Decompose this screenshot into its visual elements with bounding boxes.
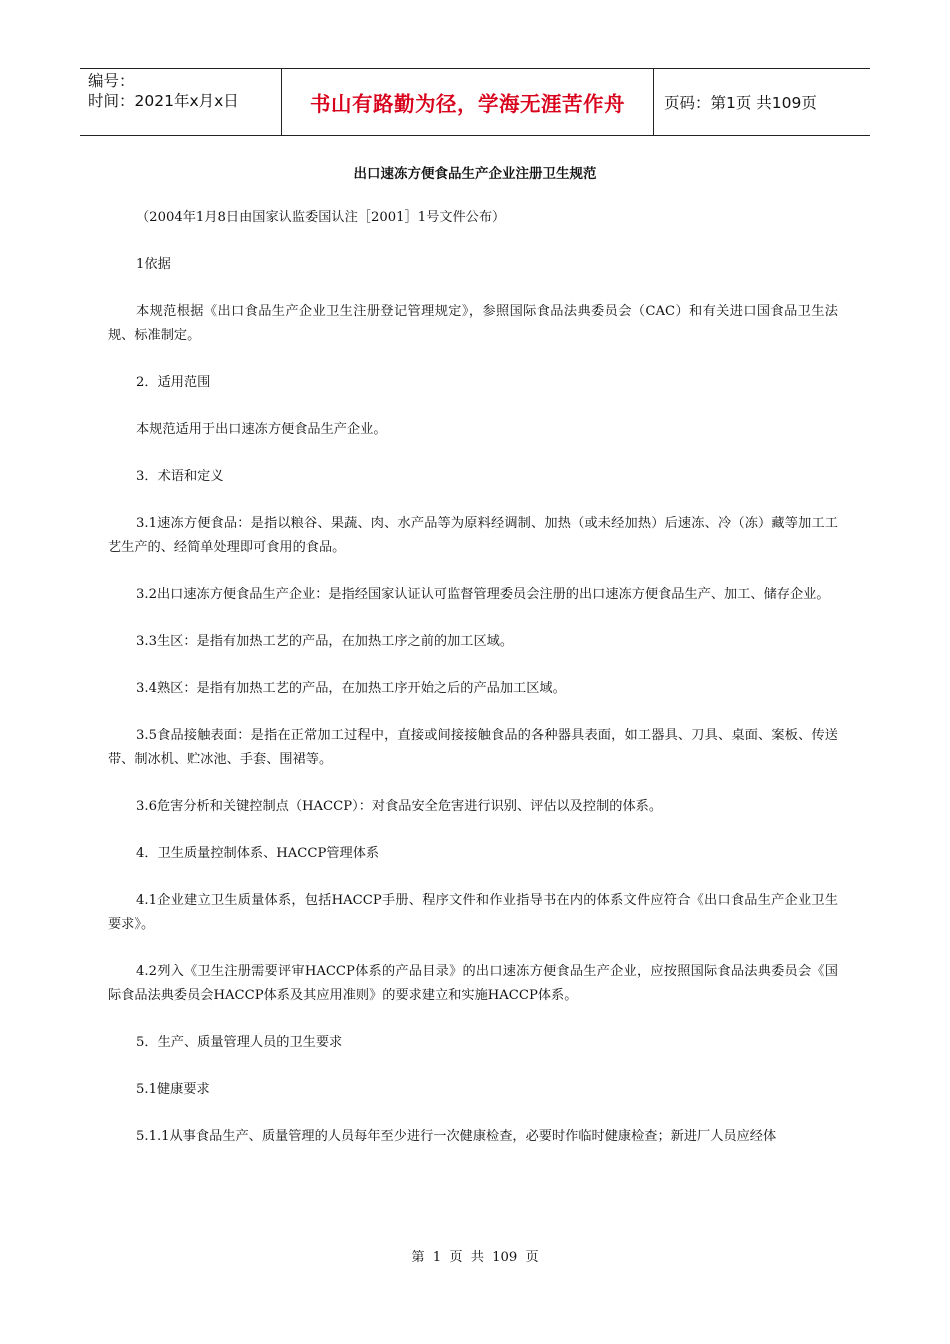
body-paragraph: 3.3生区：是指有加热工艺的产品，在加热工序之前的加工区域。	[136, 634, 514, 649]
document-title: 出口速冻方便食品生产企业注册卫生规范	[353, 166, 597, 182]
body-paragraph: 3.2出口速冻方便食品生产企业：是指经国家认证认可监督管理委员会注册的出口速冻方便食品生产、加工、储存企业。	[136, 587, 830, 602]
document-number-label: 编号：	[88, 72, 135, 90]
body-paragraph: 3.1速冻方便食品：是指以粮谷、果蔬、肉、水产品等为原料经调制、加热（或未经加热）后速冻、冷（冻）藏等加工工艺生产的、经简单处理即可食用的食品。	[108, 516, 838, 555]
header-page-info: 页码：第1页 共109页	[664, 94, 817, 112]
body-paragraph: 4.2列入《卫生注册需要评审HACCP体系的产品目录》的出口速冻方便食品生产企业，应按照国际食品法典委员会《国际食品法典委员会HACCP体系及其应用准则》的要求建立和实施HACCP体系。	[108, 964, 838, 1003]
header-motto: 书山有路勤为径，学海无涯苦作舟	[310, 92, 625, 116]
body-paragraph: 4.1企业建立卫生质量体系，包括HACCP手册、程序文件和作业指导书在内的体系文件应符合《出口食品生产企业卫生要求》。	[108, 893, 838, 932]
body-paragraph: 1依据	[136, 257, 171, 272]
body-paragraph: 本规范根据《出口食品生产企业卫生注册登记管理规定》，参照国际食品法典委员会（CAC）和有关进口国食品卫生法规、标准制定。	[108, 304, 838, 343]
body-paragraph: 4．卫生质量控制体系、HACCP管理体系	[136, 846, 380, 861]
header-page-cell	[654, 69, 870, 135]
header-meta-cell	[80, 69, 281, 135]
body-paragraph: 5.1.1从事食品生产、质量管理的人员每年至少进行一次健康检查，必要时作临时健康检查；新进厂人员应经体	[136, 1129, 777, 1144]
body-paragraph: （2004年1月8日由国家认监委国认注［2001］1号文件公布）	[136, 210, 506, 225]
body-paragraph: 5．生产、质量管理人员的卫生要求	[136, 1035, 343, 1050]
body-paragraph: 3．术语和定义	[136, 469, 224, 484]
header-motto-cell	[281, 69, 654, 135]
body-paragraph: 2．适用范围	[136, 375, 211, 390]
body-paragraph: 本规范适用于出口速冻方便食品生产企业。	[136, 422, 387, 437]
body-paragraph: 5.1健康要求	[136, 1082, 210, 1097]
page-header	[80, 68, 870, 136]
body-paragraph: 3.5食品接触表面：是指在正常加工过程中，直接或间接接触食品的各种器具表面，如工器具、刀具、桌面、案板、传送带、制冰机、贮冰池、手套、围裙等。	[108, 728, 838, 767]
body-paragraph: 3.6危害分析和关键控制点（HACCP）：对食品安全危害进行识别、评估以及控制的体系。	[136, 799, 663, 814]
document-body	[108, 206, 838, 1172]
document-time-label: 时间：2021年x月x日	[88, 92, 239, 110]
page-footer: 第 1 页 共 109 页	[411, 1250, 539, 1265]
body-paragraph: 3.4熟区：是指有加热工艺的产品，在加热工序开始之后的产品加工区域。	[136, 681, 566, 696]
